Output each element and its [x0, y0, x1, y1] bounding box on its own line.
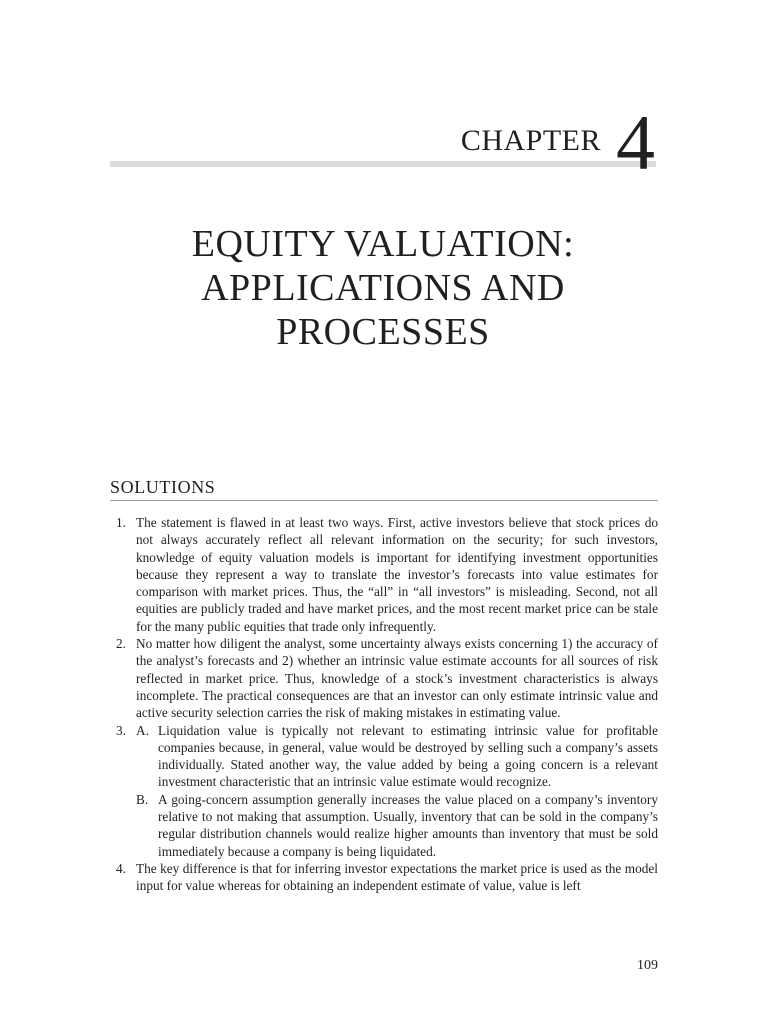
solution-number: 2.: [116, 636, 126, 652]
subpart-text: A going-concern assumption generally increases the value placed on a company’s inventory relative to not making that assumption. Usually, inventory that can be sold in the company’s regular distribution channels would realize higher amounts than inventory that must be sold immediately because a company is being liquidated.: [158, 791, 658, 859]
section-rule: [110, 500, 658, 501]
chapter-rule: [110, 161, 656, 167]
page-number: 109: [637, 958, 658, 973]
solution-number: 3.: [116, 722, 126, 738]
chapter-number: 4: [616, 99, 655, 186]
solution-item: [110, 722, 658, 860]
chapter-title: [110, 222, 656, 354]
solution-text: No matter how diligent the analyst, some uncertainty always exists concerning 1) the accuracy of the analyst’s forecasts and 2) whether an intrinsic value estimate accounts for all sources of risk reflected in market price. Thus, knowledge of a stock’s investment characteristics is always incomplete. The practical consequences are that an investor can only estimate intrinsic value and active security selection carries the risk of making mistakes in estimating value.: [136, 636, 658, 721]
solution-item: [110, 514, 658, 635]
solution-subpart: [136, 722, 658, 791]
subpart-letter: B.: [136, 791, 149, 807]
section-heading: SOLUTIONS: [110, 477, 216, 497]
solution-item: [110, 860, 658, 895]
chapter-title-line: PROCESSES: [276, 311, 490, 353]
solution-text: The key difference is that for inferring investor expectations the market price is used as the model input for value whereas for obtaining an independent estimate of value, value is left: [136, 860, 658, 894]
subpart-text: Liquidation value is typically not relevant to estimating intrinsic value for profitable companies because, in general, value would be destroyed by selling such a company’s assets individually. Stated another way, the value added by being a going concern is a relevant investment characteristic that an intrinsic value estimate would recognize.: [158, 722, 658, 790]
solution-item: [110, 635, 658, 721]
solution-text: The statement is flawed in at least two ways. First, active investors believe that stock prices do not always accurately reflect all relevant information on the security; for such investors, knowledge of equity valuation models is important for identifying investment opportunities because they represent a way to translate the investor’s forecasts into value estimates for comparison with market prices. Thus, the “all” in “all investors” is misleading. Second, not all equities are publicly traded and have market prices, and the most recent market price can be stale for the many public equities that trade only infrequently.: [136, 515, 658, 634]
solution-number: 1.: [116, 515, 126, 530]
solution-subpart: [136, 791, 658, 860]
chapter-title-line: EQUITY VALUATION:: [191, 223, 575, 265]
solution-number: 4.: [116, 860, 126, 876]
subpart-letter: A.: [136, 722, 149, 738]
solutions-list: [110, 514, 658, 895]
chapter-title-line: APPLICATIONS AND: [201, 267, 565, 309]
chapter-label: CHAPTER: [457, 126, 605, 156]
